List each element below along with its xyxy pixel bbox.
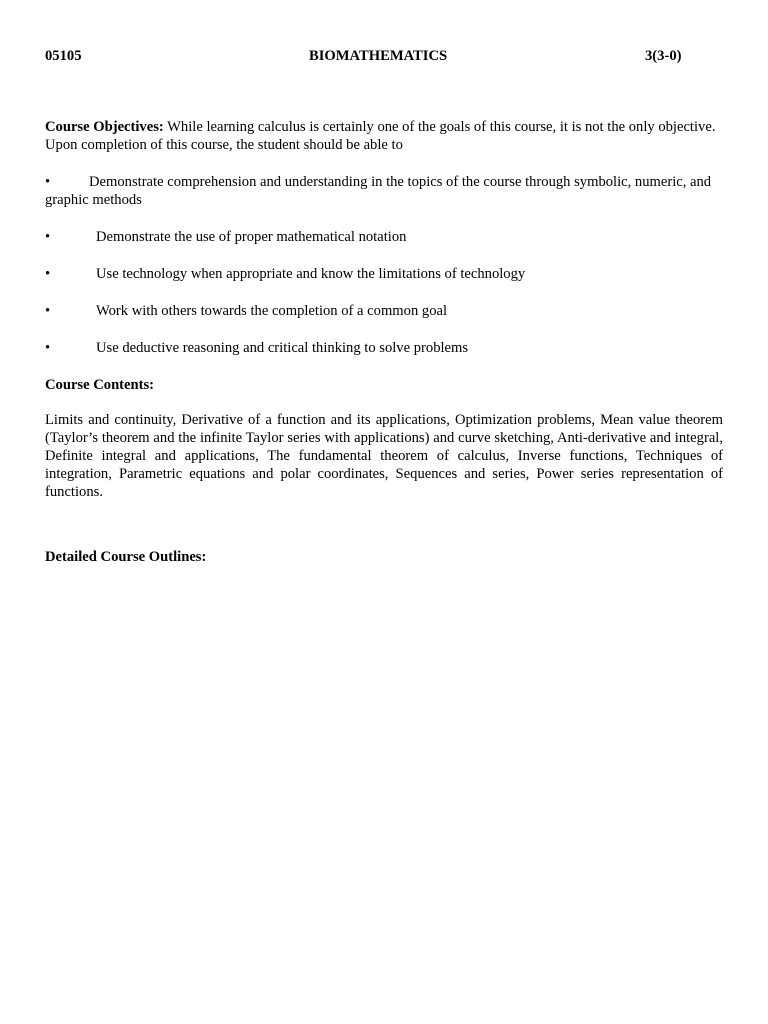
course-title: BIOMATHEMATICS: [309, 48, 448, 64]
bullet-icon: •: [45, 303, 51, 319]
course-contents-heading: Course Contents:: [45, 377, 155, 393]
course-objectives-heading: Course Objectives:: [45, 119, 164, 135]
course-credits: 3(3-0): [645, 48, 682, 64]
objective-bullet-text: Use technology when appropriate and know the limitations of technology: [96, 266, 526, 282]
objective-bullet-text: Use deductive reasoning and critical thinking to solve problems: [96, 340, 469, 356]
course-header: [45, 47, 723, 67]
bullet-icon: •: [45, 266, 51, 282]
course-objectives-text: While learning calculus is certainly one of the goals of this course, it is not the only objective. Upon completion of this course, the student should be able to: [45, 119, 716, 153]
bullet-icon: •: [45, 229, 51, 245]
bullet-icon: •: [45, 174, 51, 190]
bullet-icon: •: [45, 340, 51, 356]
objective-bullet-item: [45, 173, 723, 209]
objective-bullet-text: Demonstrate the use of proper mathematical notation: [96, 229, 407, 245]
course-objectives-paragraph: [45, 118, 723, 154]
detailed-outlines-heading: Detailed Course Outlines:: [45, 549, 207, 565]
course-contents-paragraph: Limits and continuity, Derivative of a function and its applications, Optimization problems, Mean value theorem (Taylor’s theorem and the infinite Taylor series with applications) and curve sketching, Anti-derivative and integral, Definite integral and applications, The fundamental theorem of calculus, Inverse functions, Techniques of integration, Parametric equations and polar coordinates, Sequences and series, Power series representation of functions.: [45, 412, 723, 500]
objective-bullet-text: Work with others towards the completion of a common goal: [96, 303, 448, 319]
objective-bullet-text: Demonstrate comprehension and understanding in the topics of the course through symbolic, numeric, and graphic methods: [45, 174, 712, 208]
course-code: 05105: [45, 48, 82, 64]
